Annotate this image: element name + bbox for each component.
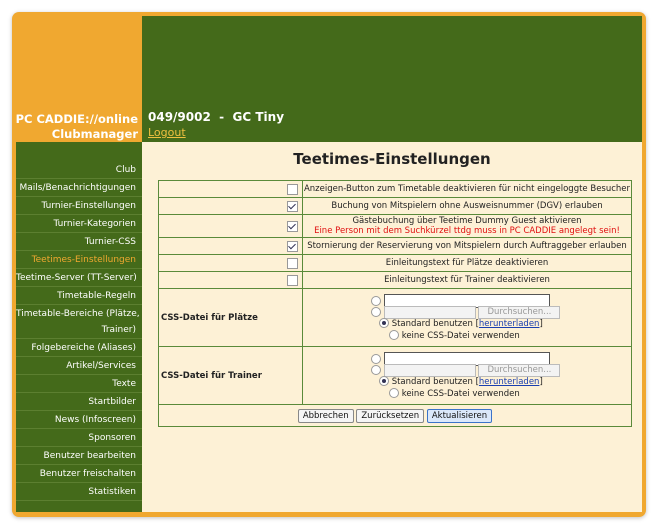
sidebar-item-artikel[interactable]: Artikel/Services <box>16 358 142 375</box>
option-checkbox-5[interactable] <box>287 258 298 269</box>
brand-line-2: Clubmanager <box>51 127 138 141</box>
sidebar-item-turnier-einstellungen[interactable]: Turnier-Einstellungen <box>16 198 142 215</box>
css-places-download-link[interactable]: herunterladen <box>478 318 540 329</box>
sidebar-item-timetable-bereiche-line2[interactable]: Trainer) <box>16 322 142 339</box>
css-places-url-radio[interactable] <box>371 296 381 306</box>
css-places-none-radio[interactable] <box>389 330 399 340</box>
css-places-standard-label: Standard benutzen <box>391 318 473 329</box>
sidebar-item-sponsoren[interactable]: Sponsoren <box>16 430 142 447</box>
sidebar-item-teetimes-einstellungen[interactable]: Teetimes-Einstellungen <box>16 252 142 269</box>
css-trainer-download-link[interactable]: herunterladen <box>478 376 540 387</box>
sidebar-item-turnier-css[interactable]: Turnier-CSS <box>16 234 142 251</box>
brand-logo <box>16 16 142 142</box>
option-warning-3: Eine Person mit dem Suchkürzel ttdg muss in PC CADDIE angelegt sein! <box>314 226 620 236</box>
account-label: 049/9002 - GC Tiny <box>148 110 285 124</box>
option-checkbox-1[interactable] <box>287 184 298 195</box>
option-label-5: Einleitungstext für Plätze deaktivieren <box>303 255 632 272</box>
option-checkbox-6[interactable] <box>287 275 298 286</box>
css-trainer-standard-radio[interactable] <box>379 376 389 386</box>
css-trainer-label: CSS-Datei für Trainer <box>159 347 303 405</box>
logout-link[interactable]: Logout <box>148 126 186 139</box>
option-label-3: Gästebuchung über Teetime Dummy Guest aktivieren <box>352 216 582 226</box>
option-label-2: Buchung von Mitspielern ohne Ausweisnummer (DGV) erlauben <box>303 198 632 215</box>
css-places-label: CSS-Datei für Plätze <box>159 289 303 347</box>
cancel-button[interactable]: Abbrechen <box>298 409 354 423</box>
css-trainer-file-field[interactable] <box>384 364 476 377</box>
sidebar-item-benutzer-freischalten[interactable]: Benutzer freischalten <box>16 466 142 483</box>
page-title: Teetimes-Einstellungen <box>293 150 491 168</box>
sidebar-item-folgebereiche[interactable]: Folgebereiche (Aliases) <box>16 340 142 357</box>
option-label-6: Einleitungstext für Trainer deaktivieren <box>303 272 632 289</box>
brand-line-1: PC CADDIE://online <box>15 112 138 126</box>
sidebar-item-benutzer-bearbeiten[interactable]: Benutzer bearbeiten <box>16 448 142 465</box>
sidebar <box>16 142 142 512</box>
css-trainer-standard-label: Standard benutzen <box>391 376 473 387</box>
settings-table: Anzeigen-Button zum Timetable deaktivieren für nicht eingeloggte Besucher Buchung von Mitspielern ohne Ausweisnummer (DGV) erlauben Gästebuchung über Teetime Dummy Guest aktivieren Eine Person mit dem Suchkürzel ttdg muss in PC CADDIE angelegt sein! Stornierung der Reservierung von Mitspielern durch Auftraggeber erlauben Einleitungstext für Plätze deaktivieren Einleitungstext für Trainer deaktivieren CSS-Datei für Plätze Durchsuchen... Standard benutzen [herunterladen] keine CSS-Datei verwenden CSS-Datei für Trainer Durchsuchen... Standard benutzen [herunterladen] keine CSS-Datei verwenden Abbrechen Zurücksetzen Aktualisieren <box>158 180 632 427</box>
header <box>142 16 642 142</box>
sidebar-item-news[interactable]: News (Infoscreen) <box>16 412 142 429</box>
sidebar-item-turnier-kategorien[interactable]: Turnier-Kategorien <box>16 216 142 233</box>
sidebar-item-startbilder[interactable]: Startbilder <box>16 394 142 411</box>
css-places-none-label: keine CSS-Datei verwenden <box>401 330 520 341</box>
css-places-file-field[interactable] <box>384 306 476 319</box>
sidebar-item-mails[interactable]: Mails/Benachrichtigungen <box>16 180 142 197</box>
option-label-1: Anzeigen-Button zum Timetable deaktivieren für nicht eingeloggte Besucher <box>303 181 632 198</box>
option-checkbox-2[interactable] <box>287 201 298 212</box>
option-label-4: Stornierung der Reservierung von Mitspielern durch Auftraggeber erlauben <box>303 238 632 255</box>
css-places-file-radio[interactable] <box>371 307 381 317</box>
css-trainer-file-radio[interactable] <box>371 365 381 375</box>
sidebar-item-timetable-regeln[interactable]: Timetable-Regeln <box>16 288 142 305</box>
css-trainer-url-radio[interactable] <box>371 354 381 364</box>
update-button[interactable]: Aktualisieren <box>427 409 492 423</box>
css-trainer-none-label: keine CSS-Datei verwenden <box>401 388 520 399</box>
option-checkbox-4[interactable] <box>287 241 298 252</box>
css-places-browse-button[interactable]: Durchsuchen... <box>478 306 560 319</box>
sidebar-item-timetable-bereiche[interactable]: Timetable-Bereiche (Plätze, <box>16 309 140 319</box>
css-trainer-none-radio[interactable] <box>389 388 399 398</box>
css-places-standard-radio[interactable] <box>379 318 389 328</box>
sidebar-item-teetime-server[interactable]: Teetime-Server (TT-Server) <box>16 270 142 287</box>
sidebar-item-texte[interactable]: Texte <box>16 376 142 393</box>
reset-button[interactable]: Zurücksetzen <box>356 409 424 423</box>
css-trainer-browse-button[interactable]: Durchsuchen... <box>478 364 560 377</box>
sidebar-item-statistiken[interactable]: Statistiken <box>16 484 142 501</box>
sidebar-item-club[interactable]: Club <box>16 162 142 179</box>
option-checkbox-3[interactable] <box>287 221 298 232</box>
